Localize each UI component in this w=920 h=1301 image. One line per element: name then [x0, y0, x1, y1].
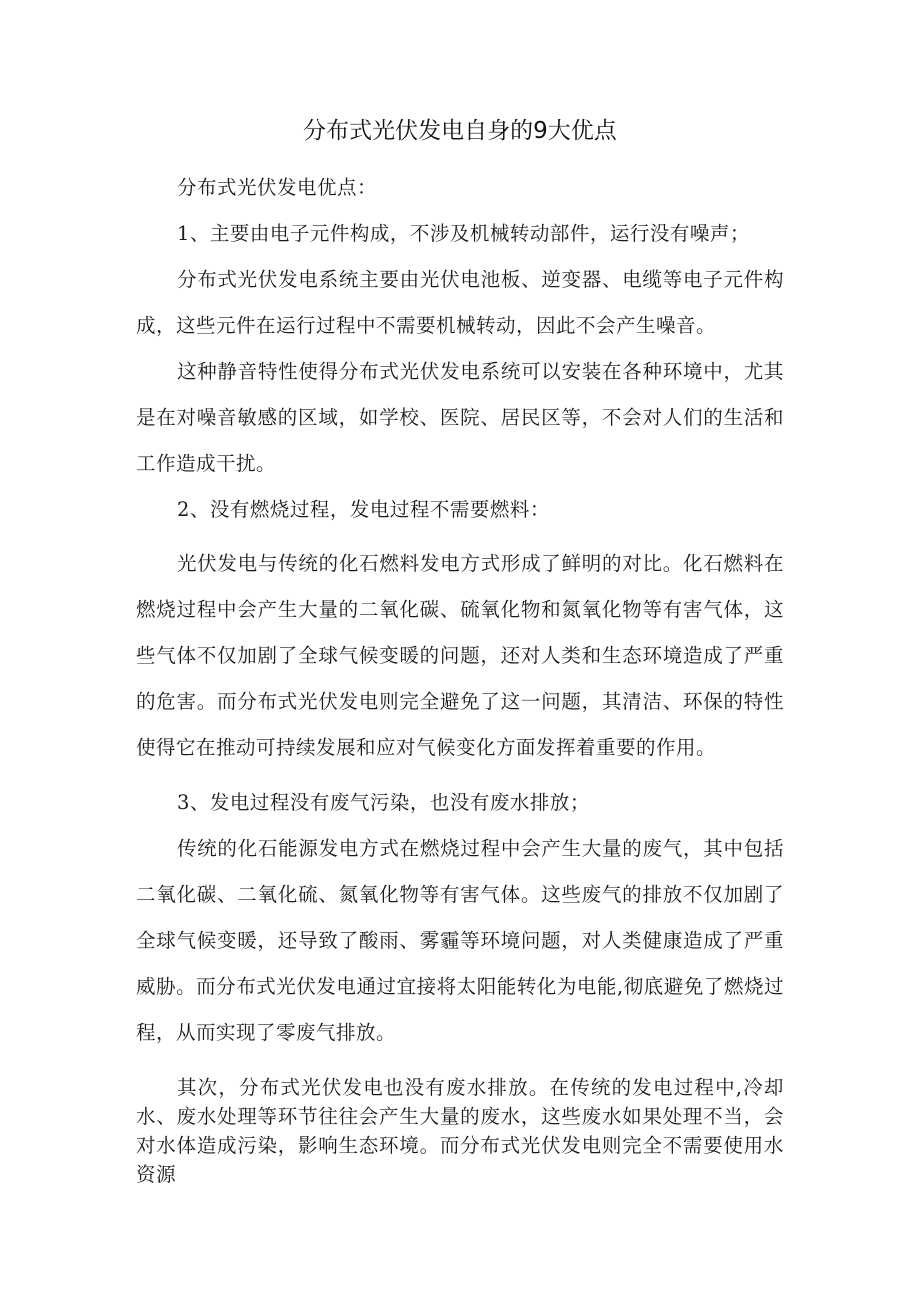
paragraph: 其次，分布式光伏发电也没有废水排放。在传统的发电过程中,冷却水、废水处理等环节往往会产生大量的废水，这些废水如果处理不当，会对水体造成污染，影响生态环境。而分布式光伏发电则完全不需要使用水资源 — [136, 1076, 784, 1186]
paragraph: 这种静音特性使得分布式光伏发电系统可以安装在各种环境中，尤其是在对噪音敏感的区域，如学校、医院、居民区等，不会对人们的生活和工作造成干扰。 — [136, 360, 784, 475]
document-title: 分布式光伏发电自身的9大优点 — [303, 118, 617, 144]
paragraph: 光伏发电与传统的化石燃料发电方式形成了鲜明的对比。化石燃料在燃烧过程中会产生大量的二氧化碳、硫氧化物和氮氧化物等有害气体，这些气体不仅加剧了全球气候变暖的问题，还对人类和生态环境造成了严重的危害。而分布式光伏发电则完全避免了这一问题，其清洁、环保的特性使得它在推动可持续发展和应对气候变化方面发挥着重要的作用。 — [136, 552, 784, 759]
paragraph: 分布式光伏发电系统主要由光伏电池板、逆变器、电缆等电子元件构成，这些元件在运行过程中不需要机械转动，因此不会产生噪音。 — [136, 268, 784, 337]
paragraph-point-1-heading: 1、主要由电子元件构成，不涉及机械转动部件，运行没有噪声； — [176, 222, 750, 245]
paragraph-point-3-heading: 3、发电过程没有废气污染，也没有废水排放； — [176, 791, 590, 814]
paragraph-point-2-heading: 2、没有燃烧过程，发电过程不需要燃料： — [176, 498, 550, 521]
paragraph-intro: 分布式光伏发电优点： — [176, 176, 377, 199]
paragraph: 传统的化石能源发电方式在燃烧过程中会产生大量的废气，其中包括二氧化碳、二氧化硫、氮氧化物等有害气体。这些废气的排放不仅加剧了全球气候变暖，还导致了酸雨、雾霾等环境问题，对人类健康造成了严重威胁。而分布式光伏发电通过宜接将太阳能转化为电能,彻底避免了燃烧过程，从而实现了零废气排放。 — [136, 837, 784, 1044]
